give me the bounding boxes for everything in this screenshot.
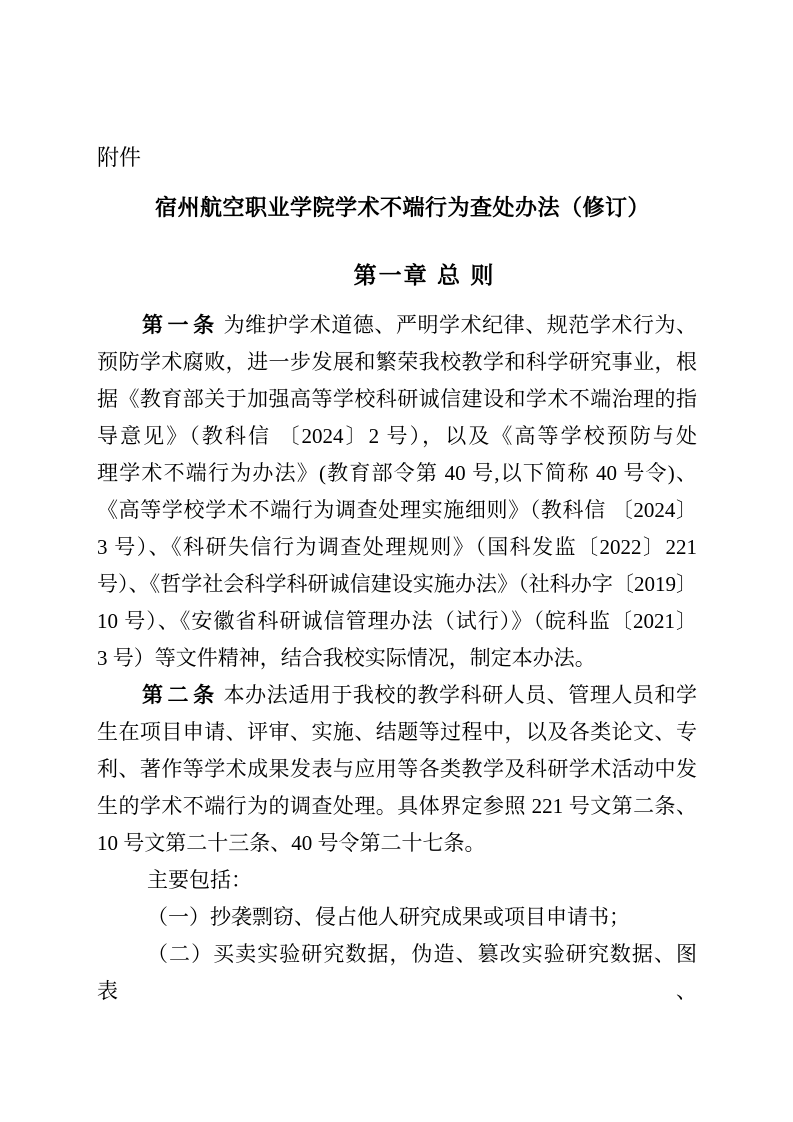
document-body	[97, 307, 697, 1003]
body-line: 主要包括：	[147, 868, 252, 892]
article-number-lead: 第一条	[142, 314, 219, 337]
body-line: 导意见》（教科信 〔2024〕2 号），以及《高等学校预防与处	[97, 424, 697, 448]
article-number-lead: 第二条	[142, 684, 219, 707]
body-line: 生的学术不端行为的调查处理。具体界定参照 221 号文第二条、	[97, 794, 697, 818]
body-line: 10 号）、《安徽省科研诚信管理办法（试行）》（皖科监〔2021〕	[97, 609, 697, 633]
body-line: 生在项目申请、评审、实施、结题等过程中，以及各类论文、专	[97, 720, 697, 744]
body-line: 号）、《哲学社会科学科研诚信建设实施办法》（社科办字〔2019〕	[97, 572, 697, 596]
document-title: 宿州航空职业学院学术不端行为查处办法（修订）	[154, 195, 650, 220]
attachment-label: 附件	[97, 145, 142, 170]
body-line: 3 号）等文件精神，结合我校实际情况，制定本办法。	[97, 646, 596, 670]
body-line: 3 号）、《科研失信行为调查处理规则》（国科发监〔2022〕221	[97, 535, 697, 559]
body-line: 利、著作等学术成果发表与应用等各类教学及科研学术活动中发	[97, 757, 697, 781]
body-line: 理学术不端行为办法》(教育部令第 40 号,以下简称 40 号令)、	[97, 461, 697, 485]
body-line: 预防学术腐败，进一步发展和繁荣我校教学和科学研究事业，根	[97, 350, 697, 374]
body-line: （一）抄袭剽窃、侵占他人研究成果或项目申请书；	[147, 905, 630, 929]
body-line: 据《教育部关于加强高等学校科研诚信建设和学术不端治理的指	[97, 387, 697, 411]
body-line: 10 号文第二十三条、40 号令第二十七条。	[97, 831, 486, 855]
body-line-text: 本办法适用于我校的教学科研人员、管理人员和学	[223, 683, 697, 707]
body-line-text: 为维护学术道德、严明学术纪律、规范学术行为、	[223, 313, 697, 337]
body-line: 《高等学校学术不端行为调查处理实施细则》（教科信 〔2024〕	[97, 498, 697, 522]
body-line	[97, 677, 697, 714]
body-line	[97, 307, 697, 344]
chapter-heading: 第一章 总 则	[353, 262, 496, 288]
body-line: （二）买卖实验研究数据，伪造、篡改实验研究数据、图表、	[97, 942, 697, 1003]
